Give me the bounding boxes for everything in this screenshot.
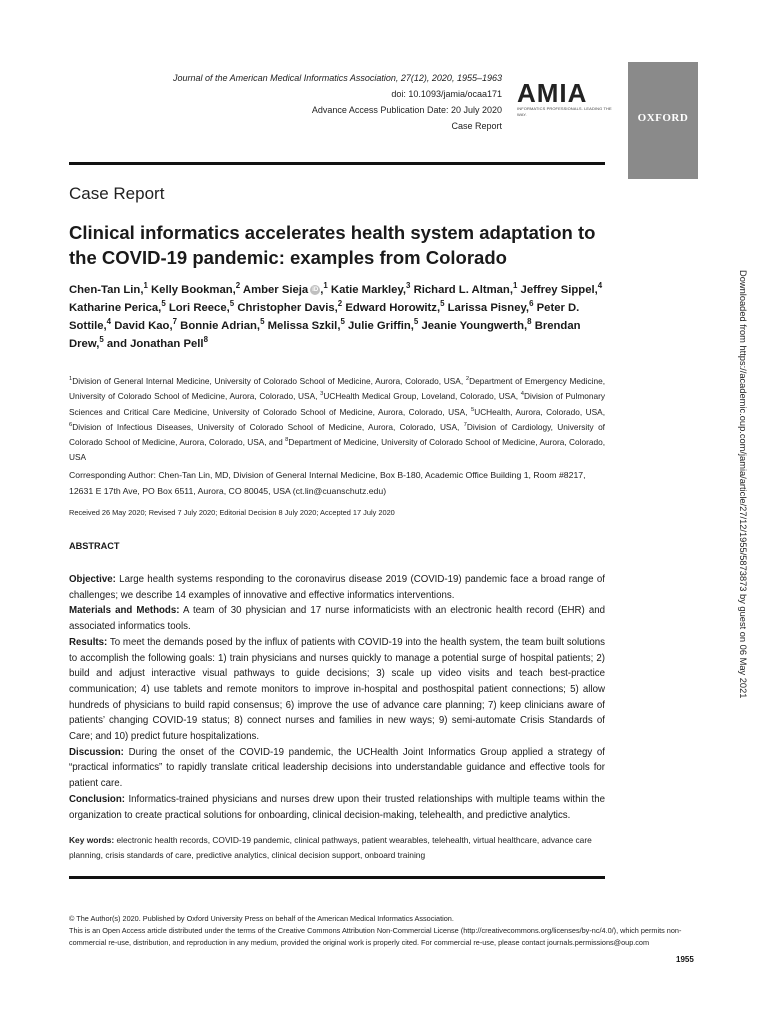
author-name: Katie Markley, [330, 284, 407, 296]
abstract-text: During the onset of the COVID-19 pandemic, the UCHealth Joint Informatics Group applied a strategy of “practical informatics” to rapidly translate critical leadership decisions into understandable guidance and effective tools for patient care. [69, 746, 605, 790]
author-name: Bonnie Adrian, [180, 320, 261, 332]
author-affiliation-sup: 5 [340, 317, 345, 327]
author-affiliation-sup: 8 [527, 317, 532, 327]
author-name: Katharine Perica, [69, 302, 162, 314]
keywords [69, 833, 605, 864]
abstract-label: Materials and Methods: [69, 605, 180, 617]
author-name: and Jonathan Pell [106, 338, 204, 350]
abstract-text: Informatics-trained physicians and nurses drew upon their trusted relationships with multiple teams within the organization to create practical solutions for onboarding, clinical decision-making, telehealth, and predictive analytics. [69, 793, 605, 821]
affiliation-sup: 8 [285, 437, 289, 444]
affiliations [69, 374, 605, 466]
publication-date: Advance Access Publication Date: 20 July 2020 [311, 105, 502, 115]
affiliation-sup: 6 [69, 422, 73, 429]
author-affiliation-sup: 3 [406, 281, 411, 291]
author-affiliation-sup: 5 [260, 317, 265, 327]
abstract-heading: ABSTRACT [69, 541, 120, 551]
license-footer [69, 913, 699, 950]
orcid-icon[interactable]: iD [312, 287, 319, 294]
affiliation-text: Department of Medicine, University of Colorado School of Medicine, Aurora, Colorado, USA [69, 437, 605, 463]
affiliation-sup: 5 [470, 406, 475, 413]
affiliation-text: Division of Cardiology, University of Colorado School of Medicine, Aurora, Colorado, USA, and [69, 421, 605, 448]
abstract-text: A team of 30 physician and 17 nurse informaticists with an electronic health record (EHR) and associated informatics tools. [69, 605, 605, 633]
author-affiliation-sup: 1 [143, 281, 148, 291]
author-affiliation-sup: 5 [229, 299, 235, 309]
author-affiliation-sup: 5 [99, 335, 104, 345]
footer-rule [69, 876, 605, 879]
article-type: Case Report [451, 121, 502, 131]
author-affiliation-sup: 1 [512, 281, 518, 291]
section-label: Case Report [69, 184, 165, 203]
author-affiliation-sup: 7 [172, 317, 178, 327]
abstract-body [69, 572, 605, 823]
affiliation-text: Division of General Internal Medicine, University of Colorado School of Medicine, Aurora, Colorado, USA, [72, 376, 466, 386]
page-number: 1955 [676, 955, 694, 964]
author-name: Richard L. Altman, [413, 284, 513, 296]
header-rule [69, 162, 605, 165]
abstract-label: Conclusion: [69, 793, 125, 805]
author-affiliation-sup: 5 [440, 299, 445, 309]
author-name: Chen-Tan Lin, [69, 284, 144, 296]
corresponding-author: Corresponding Author: Chen-Tan Lin, MD, Division of General Internal Medicine, Box B-180, Academic Office Building 1, Room #8217, 12631 E 17th Ave, PO Box 6511, Aurora, CO 80045, USA (ct.lin@cuanschutz.edu) [69, 470, 586, 496]
abstract-text: Large health systems responding to the coronavirus disease 2019 (COVID-19) pandemic face a broad range of challenges; we describe 14 examples of innovative and effective informatics interventions. [69, 574, 605, 601]
author-name: Christopher Davis, [237, 302, 338, 314]
abstract-paragraph [69, 603, 605, 634]
affiliation-text: Division of Pulmonary Sciences and Critical Care Medicine, University of Colorado School of Medicine, Aurora, Colorado, USA, [69, 391, 605, 417]
author-name: Peter D. Sottile, [69, 302, 580, 332]
affiliation-text: Division of Infectious Diseases, University of Colorado School of Medicine, Aurora, Colorado, USA, [72, 421, 464, 432]
download-side-note [736, 270, 746, 750]
author-name: Kelly Bookman, [151, 284, 236, 296]
abstract-label: Objective: [69, 574, 116, 585]
license-text: This is an Open Access article distributed under the terms of the Creative Commons Attribution Non-Commercial License (http://creativecommons.org/licenses/by-nc/4.0/), which permits non-commercial re-use, distribution, and reproduction in any medium, provided the original work is properly cited. For commercial re-use, please contact journals.permissions@oup.com [69, 926, 682, 948]
abstract-paragraph [69, 792, 605, 823]
author-affiliation-sup: 5 [161, 299, 166, 309]
author-list: Chen-Tan Lin,$^1$ Kelly Bookman,$^2$ Amber Sieja iD ,$^1$ Katie Markley,$^3$ Richard L. Altman,$^1$ Jeffrey Sippel,$^4$ Katharine Perica,$^5$ Lori Reece,$^5$ Christopher Davis,$^2$ Edward Horowitz,$^5$ Larissa Pisney,$^6$ Peter D. Sottile,$^4$ David Kao,$^7$ Bonnie Adrian,$^5$ Melissa Szkil,$^5$ Julie Griffin,$^5$ Jeanie Youngwerth,$^8$ Brendan Drew,$^5$ and Jonathan Pell$^8$ [69, 281, 603, 350]
author-name: Melissa Szkil, [267, 320, 341, 332]
affiliation-sup: 4 [520, 391, 524, 398]
affiliation-text: UCHealth, Aurora, Colorado, USA, [474, 406, 606, 417]
author-name: Lori Reece, [168, 302, 230, 314]
author-affiliation-sup: 1 [323, 281, 328, 291]
journal-citation: Journal of the American Medical Informatics Association, 27(12), 2020, 1955–1963 [172, 73, 502, 83]
doi[interactable]: doi: 10.1093/jamia/ocaa171 [391, 89, 502, 99]
download-note-text[interactable]: Downloaded from https://academic.oup.com/jamia/article/27/12/1955/5873873 by guest on 06 May 2021 [738, 270, 748, 699]
author-name: Brendan Drew, [69, 320, 581, 350]
abstract-label: Results: [69, 636, 108, 648]
affiliation-text: UCHealth Medical Group, Loveland, Colorado, USA, [323, 391, 521, 402]
affiliation-sup: 3 [320, 391, 324, 398]
copyright-line: © The Author(s) 2020. Published by Oxford University Press on behalf of the American Medical Informatics Association. [69, 914, 454, 923]
author-name: Amber Sieja [242, 284, 309, 296]
article-dates: Received 26 May 2020; Revised 7 July 2020; Editorial Decision 8 July 2020; Accepted 17 July 2020 [69, 508, 395, 517]
article-title: Clinical informatics accelerates health system adaptation to the COVID-19 pandemic: examples from Colorado [69, 222, 596, 268]
author-affiliation-sup: 4 [597, 281, 603, 291]
abstract-label: Discussion: [69, 746, 124, 758]
abstract-text: To meet the demands posed by the influx of patients with COVID-19 into the health system, the team built solutions to accomplish the following goals: 1) train physicians and nurses quickly to manage a potential surge of hospital patients; 2) build and adjust interactive visual pathways to guide decisions; 3) scale up video visits and teach best-practice communication; 4) use tablets and remote monitors to improve in-hospital and posthospital patient connections; 5) allow hundreds of physicians to build rapid consensus; 6) improve the use of advance care planning; 7) keep clinicians aware of patients’ changing COVID-19 status; 8) connect nurses and families in new ways; 9) semi-automate Crisis Standards of Care; and 10) predict future hospitalizations. [69, 636, 605, 743]
oxford-logo [628, 62, 698, 179]
affiliation-sup: 7 [463, 422, 467, 429]
oxford-logo-text: OXFORD [637, 112, 689, 124]
author-affiliation-sup: 6 [529, 299, 534, 309]
author-affiliation-sup: 4 [106, 317, 112, 327]
journal-info [100, 70, 502, 134]
author-name: Edward Horowitz, [345, 302, 441, 314]
author-name: Jeffrey Sippel, [520, 284, 598, 296]
author-affiliation-sup: 2 [235, 281, 241, 291]
author-name: David Kao, [114, 320, 173, 332]
author-affiliation-sup: 8 [203, 335, 208, 345]
affiliation-text: Department of Emergency Medicine, University of Colorado School of Medicine, Aurora, Colorado, USA, [69, 376, 606, 402]
amia-logo [517, 80, 620, 118]
author-affiliation-sup: 2 [337, 299, 343, 309]
author-name: Julie Griffin, [348, 320, 414, 332]
keywords-label: Key words: [69, 835, 115, 845]
abstract-paragraph [69, 572, 605, 603]
amia-logo-word: AMIA [517, 78, 588, 108]
author-name: Jeanie Youngwerth, [421, 320, 528, 332]
author-affiliation-sup: 5 [413, 317, 419, 327]
abstract-paragraph [69, 635, 605, 745]
affiliation-sup: 2 [465, 376, 470, 383]
affiliation-sup: 1 [69, 376, 73, 383]
amia-logo-tagline: INFORMATICS PROFESSIONALS. LEADING THE WAY. [517, 106, 612, 117]
keywords-text: electronic health records, COVID-19 pandemic, clinical pathways, patient wearables, telehealth, virtual healthcare, advance care planning, crisis standards of care, predictive analytics, clinical decision support, onboard training [69, 835, 592, 861]
author-name: Larissa Pisney, [447, 302, 530, 314]
abstract-paragraph [69, 745, 605, 792]
